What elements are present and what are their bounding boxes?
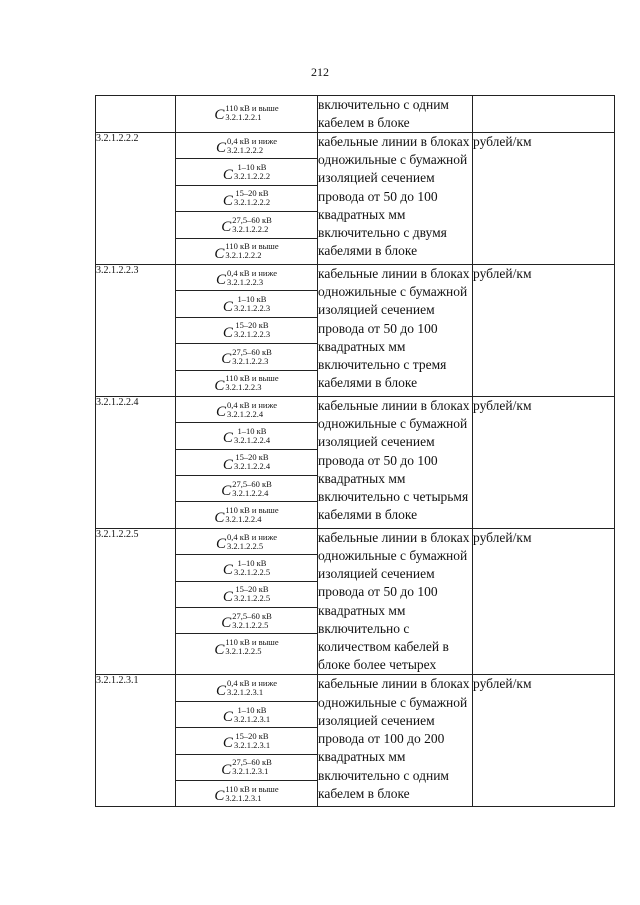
rate-symbol-letter: C [214,509,225,526]
symbol-index: 3.2.1.2.3.1 [233,713,271,724]
voltage-class: 110 кВ и выше [225,505,279,516]
rate-symbol-letter: C [221,219,232,236]
row-code [96,96,176,133]
voltage-class: 1–10 кВ [237,294,267,305]
symbol-index: 3.2.1.2.2.5 [225,646,262,657]
table-row [96,133,615,265]
rate-symbol-letter: C [222,735,233,752]
rate-symbol-letter: C [214,245,225,262]
rate-symbol-cell [176,264,318,396]
rate-symbol [176,475,317,501]
rate-symbol [176,343,317,369]
row-unit: рублей/км [473,528,615,675]
tariff-table [95,95,615,807]
rate-symbol-cell [176,396,318,528]
rate-symbol [176,290,317,316]
voltage-class: 15–20 кВ [235,730,269,741]
voltage-class: 110 кВ и выше [225,102,279,113]
rate-symbol-letter: C [222,709,233,726]
symbol-index: 3.2.1.2.2.4 [227,408,264,419]
voltage-class: 27,5–60 кВ [232,346,272,357]
rate-symbol [176,607,317,633]
symbol-index: 3.2.1.2.2.3 [227,276,264,287]
row-description: кабельные линии в блоках одножильные с бумажной изоляцией сечением провода от 100 до 200 квадратных мм включительно с одним кабелем в блоке [318,675,473,807]
rate-symbol [176,238,317,264]
symbol-index: 3.2.1.2.2.2 [225,250,262,261]
row-unit: рублей/км [473,133,615,265]
rate-symbol-letter: C [222,298,233,315]
voltage-class: 1–10 кВ [237,162,267,173]
symbol-index: 3.2.1.2.2.3 [233,329,271,340]
symbol-index: 3.2.1.2.2.2 [233,171,271,182]
voltage-class: 1–10 кВ [237,704,267,715]
row-unit [473,96,615,133]
voltage-class: 27,5–60 кВ [232,757,272,768]
rate-symbol-letter: C [221,615,232,632]
rate-symbol-letter: C [222,562,233,579]
rate-symbol-letter: C [222,456,233,473]
symbol-index: 3.2.1.2.2.2 [233,197,271,208]
rate-symbol [176,675,317,700]
rate-symbol [176,554,317,580]
symbol-index: 3.2.1.2.3.1 [232,766,269,777]
rate-symbol-letter: C [222,166,233,183]
rate-symbol-letter: C [222,588,233,605]
row-description: кабельные линии в блоках одножильные с бумажной изоляцией сечением провода от 50 до 100 квадратных мм включительно с тремя кабелями в блоке [318,264,473,396]
voltage-class: 27,5–60 кВ [232,478,272,489]
voltage-class: 15–20 кВ [235,188,269,199]
voltage-class: 0,4 кВ и ниже [227,531,277,542]
rate-symbol [176,581,317,607]
row-description: кабельные линии в блоках одножильные с бумажной изоляцией сечением провода от 50 до 100 квадратных мм включительно с двумя кабелями в блоке [318,133,473,265]
rate-symbol-letter: C [221,483,232,500]
voltage-class: 1–10 кВ [237,557,267,568]
symbol-index: 3.2.1.2.2.2 [227,144,264,155]
rate-symbol-letter: C [216,536,227,553]
rate-symbol-letter: C [216,682,227,699]
voltage-class: 0,4 кВ и ниже [227,267,277,278]
symbol-index: 3.2.1.2.2.3 [232,355,269,366]
voltage-class: 27,5–60 кВ [232,610,272,621]
row-description: кабельные линии в блоках одножильные с бумажной изоляцией сечением провода от 50 до 100 квадратных мм включительно с четырьмя кабелями в блоке [318,396,473,528]
symbol-index: 3.2.1.2.2.4 [225,514,262,525]
rate-symbol [176,754,317,780]
rate-symbol-letter: C [222,192,233,209]
symbol-index: 3.2.1.2.2.4 [232,487,269,498]
row-code: 3.2.1.2.3.1 [96,675,176,807]
symbol-index: 3.2.1.2.2.2 [232,223,269,234]
symbol-index: 3.2.1.2.2.3 [225,382,262,393]
row-code: 3.2.1.2.2.2 [96,133,176,265]
rate-symbol [176,529,317,554]
rate-symbol [176,727,317,753]
rate-symbol [176,185,317,211]
rate-symbol [176,265,317,290]
rate-symbol-letter: C [216,272,227,289]
rate-symbol-letter: C [214,107,225,123]
rate-symbol [176,501,317,527]
rate-symbol-letter: C [214,788,225,805]
rate-symbol-cell [176,528,318,675]
voltage-class: 27,5–60 кВ [232,214,272,225]
voltage-class: 110 кВ и выше [225,241,279,252]
rate-symbol [176,397,317,422]
table-row [96,528,615,675]
rate-symbol-cell [176,96,318,133]
rate-symbol [176,633,317,659]
row-unit: рублей/км [473,264,615,396]
rate-symbol-letter: C [214,377,225,394]
rate-symbol [176,780,317,806]
rate-symbol [176,422,317,448]
rate-symbol [176,317,317,343]
rate-symbol-letter: C [221,761,232,778]
rate-symbol [176,449,317,475]
rate-symbol [176,211,317,237]
voltage-class: 1–10 кВ [237,425,267,436]
voltage-class: 15–20 кВ [235,452,269,463]
table-row [96,264,615,396]
voltage-class: 0,4 кВ и ниже [227,678,277,689]
voltage-class: 110 кВ и выше [225,783,279,794]
rate-symbol [176,158,317,184]
symbol-index: 3.2.1.2.2.5 [233,593,271,604]
rate-symbol-letter: C [214,641,225,658]
row-description: кабельные линии в блоках одножильные с бумажной изоляцией сечением провода от 50 до 100 квадратных мм включительно с количеством кабелей в блоке более четырех [318,528,473,675]
rate-symbol-cell [176,675,318,807]
voltage-class: 110 кВ и выше [225,637,279,648]
symbol-index: 3.2.1.2.2.4 [233,434,271,445]
symbol-index: 3.2.1.2.2.1 [225,111,262,122]
table-row [96,396,615,528]
rate-symbol-letter: C [216,404,227,421]
rate-symbol-cell [176,133,318,265]
symbol-index: 3.2.1.2.2.5 [233,566,271,577]
row-unit: рублей/км [473,396,615,528]
voltage-class: 110 кВ и выше [225,373,279,384]
symbol-index: 3.2.1.2.2.3 [233,303,271,314]
voltage-class: 15–20 кВ [235,320,269,331]
table-row [96,675,615,807]
rate-symbol-letter: C [221,351,232,368]
symbol-index: 3.2.1.2.3.1 [225,792,262,803]
symbol-index: 3.2.1.2.3.1 [227,687,264,698]
row-code: 3.2.1.2.2.3 [96,264,176,396]
row-unit: рублей/км [473,675,615,807]
row-description: включительно с одним кабелем в блоке [318,96,473,133]
rate-symbol-letter: C [222,430,233,447]
rate-symbol-letter: C [222,324,233,341]
rate-symbol [176,370,317,396]
symbol-index: 3.2.1.2.3.1 [233,739,271,750]
row-code: 3.2.1.2.2.4 [96,396,176,528]
rate-symbol [176,133,317,158]
rate-symbol [176,96,317,129]
symbol-index: 3.2.1.2.2.4 [233,461,271,472]
voltage-class: 0,4 кВ и ниже [227,399,277,410]
voltage-class: 0,4 кВ и ниже [227,135,277,146]
table-row-continuation [96,96,615,133]
row-code: 3.2.1.2.2.5 [96,528,176,675]
symbol-index: 3.2.1.2.2.5 [232,619,269,630]
tariff-table-body [96,96,615,807]
page-number: 212 [311,65,329,79]
voltage-class: 15–20 кВ [235,584,269,595]
rate-symbol [176,701,317,727]
rate-symbol-letter: C [216,140,227,157]
symbol-index: 3.2.1.2.2.5 [227,540,264,551]
